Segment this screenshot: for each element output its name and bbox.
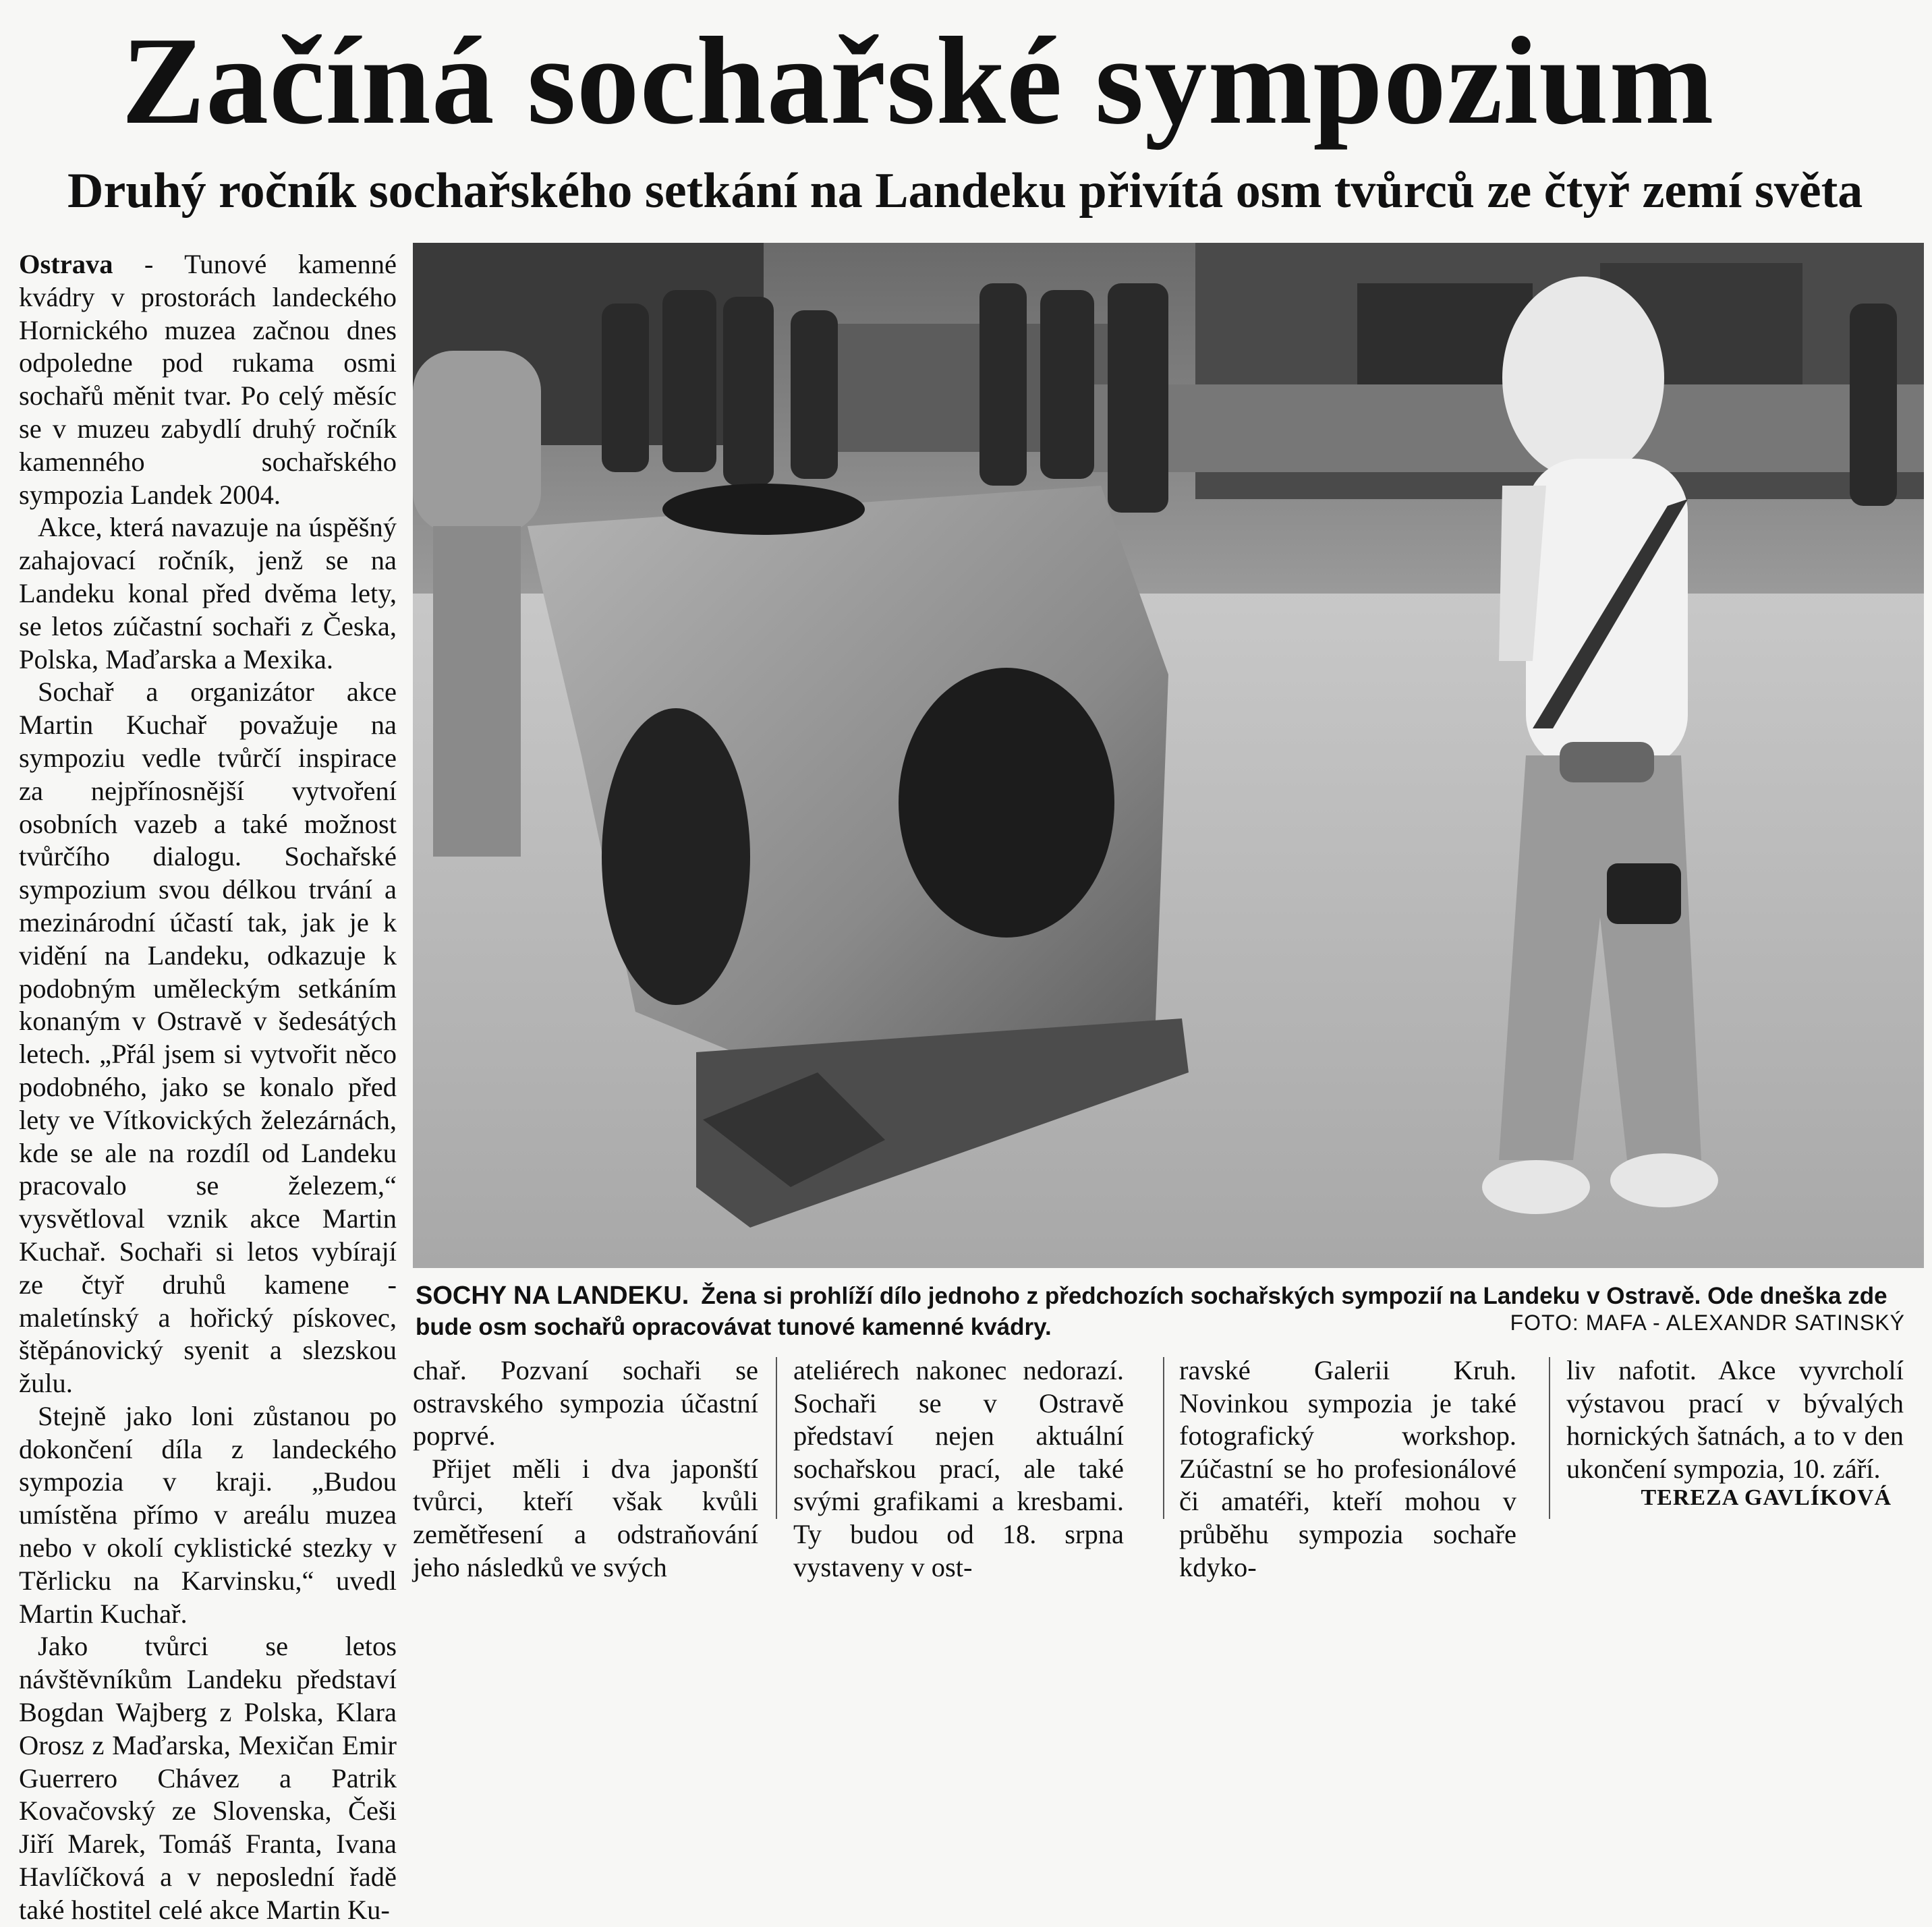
paragraph-5: Jako tvůrci se letos návštěvníkům Landeku představí Bogdan Wajberg z Polska, Klara Orosz z Maďarska, Mexičan Emir Guerrero Chávez a Patrik Kovačovský ze Slovenska, Češi Jiří Marek, Tomáš Franta, Ivana Havlíčková a v neposlední řadě také hostitel celé akce Martin Ku- bbox=[19, 1631, 397, 1925]
dateline: Ostrava bbox=[19, 249, 113, 279]
paragraph-3: Sochař a organizátor akce Martin Kuchař považuje na sympoziu vedle tvůrčí inspirace za nejpřínosnější vytvoření osobních vazeb a také možnost tvůrčího dialogu. Sochařské sympozium svou délkou trvání a mezinárodní účastí tak, jak je k vidění na Landeku, odkazuje k podobným uměleckým setkáním konaným v Ostravě v šedesátých letech. „Přál jsem si vytvořit něco podobného, jako se konalo před lety ve Vítkovických železárnách, kde se ale na rozdíl od Landeku pracovalo se železem,“ vysvětloval vznik akce Martin Kuchař. Sochaři si letos vybírají ze čtyř druhů kamene - maletínský a hořický pískovec, štěpánovický syenit a slezskou žulu. bbox=[19, 677, 397, 1399]
bottom-column-1-cont: chař. Pozvaní sochaři se ostravského sympozia účastní poprvé. bbox=[413, 1355, 758, 1451]
column-rule bbox=[776, 1357, 777, 1519]
photo-credit: FOTO: MAFA - ALEXANDR SATINSKÝ bbox=[1510, 1311, 1905, 1335]
bottom-column-4-text: liv nafotit. Akce vyvrcholí výstavou prací v bývalých hornických šatnách, a to v den ukončení sympozia, 10. září. bbox=[1566, 1355, 1904, 1484]
paragraph-2: Akce, která navazuje na úspěšný zahajovací ročník, jenž se na Landeku konal před dvěma lety, se letos zúčastní sochaři z Česka, Polska, Maďarska a Mexika. bbox=[19, 512, 397, 674]
news-photo bbox=[413, 243, 1924, 1268]
paragraph-1 bbox=[19, 248, 397, 511]
caption-text: Žena si prohlíží dílo jednoho z předchozích sochařských sympozií na Landeku v Ostravě. Ode dneška zde bude osm sochařů opracovávat tunové kamenné kvádry. bbox=[416, 1283, 1887, 1340]
article-left-column bbox=[19, 248, 397, 1925]
bottom-column-2-text: ateliérech nakonec nedorazí. Sochaři se v Ostravě představí nejen aktuální sochařskou prací, ale také svými grafikami a kresbami. Ty budou od 18. srpna vystaveny v ost- bbox=[793, 1355, 1124, 1582]
paragraph-1-text: - Tunové kamenné kvádry v prostorách landeckého Hornického muzea začnou dnes odpoledne pod rukama osmi sochařů měnit tvar. Po celý měsíc se v muzeu zabydlí druhý ročník kamenného sochařského sympozia Landek 2004. bbox=[19, 249, 397, 510]
paragraph-4: Stejně jako loni zůstanou po dokončení díla z landeckého sympozia v kraji. „Budou umístěna přímo v areálu muzea nebo v okolí cyklistické stezky v Těrlicku na Karvinsku,“ uvedl Martin Kuchař. bbox=[19, 1400, 397, 1629]
bottom-column-3 bbox=[1179, 1354, 1516, 1582]
bottom-column-1 bbox=[413, 1354, 758, 1582]
bottom-column-2 bbox=[793, 1354, 1124, 1582]
bottom-column-1-text: Přijet měli i dva japonští tvůrci, kteří však kvůli zemětřesení a odstraňování jeho následků ve svých bbox=[413, 1453, 758, 1582]
author-byline: TEREZA GAVLÍKOVÁ bbox=[1641, 1485, 1892, 1510]
subheadline: Druhý ročník sochařského setkání na Landeku přivítá osm tvůrců ze čtyř zemí světa bbox=[67, 163, 1863, 219]
photo-illustration bbox=[413, 243, 1924, 1268]
caption-head: SOCHY NA LANDEKU. bbox=[416, 1282, 689, 1310]
headline: Začíná sochařské sympozium bbox=[121, 11, 1715, 150]
column-rule bbox=[1163, 1357, 1164, 1519]
bottom-column-3-text: ravské Galerii Kruh. Novinkou sympozia je také fotografický workshop. Zúčastní se ho profesionálové či amatéři, kteří mohou v průběhu sympozia sochaře kdyko- bbox=[1179, 1355, 1516, 1582]
column-rule bbox=[1549, 1357, 1550, 1519]
